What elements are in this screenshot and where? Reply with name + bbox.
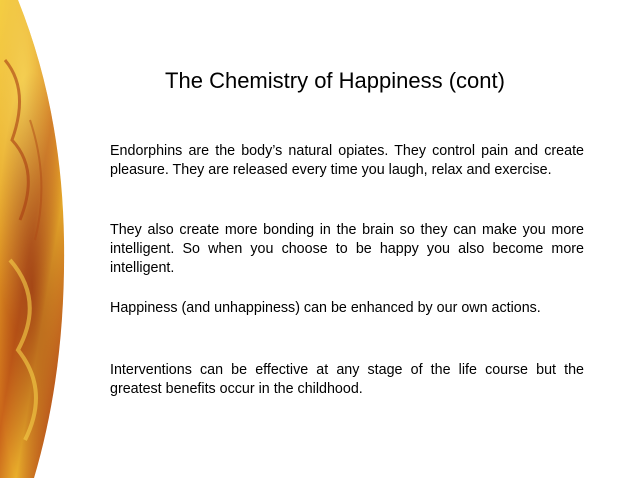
paragraph-bonding: They also create more bonding in the brain so they can make you more intelligent. So when you choose to be happy you also become more intelligent. (110, 222, 584, 276)
paragraph-actions: Happiness (and unhappiness) can be enhanced by our own actions. (110, 300, 541, 316)
paragraph-interventions: Interventions can be effective at any stage of the life course but the greatest benefits occur in the childhood. (110, 362, 584, 397)
decorative-side-art (0, 0, 80, 478)
paragraph-endorphins: Endorphins are the body’s natural opiates. They control pain and create pleasure. They are released every time you laugh, relax and exercise. (110, 143, 584, 178)
slide-title: The Chemistry of Happiness (cont) (165, 68, 505, 93)
